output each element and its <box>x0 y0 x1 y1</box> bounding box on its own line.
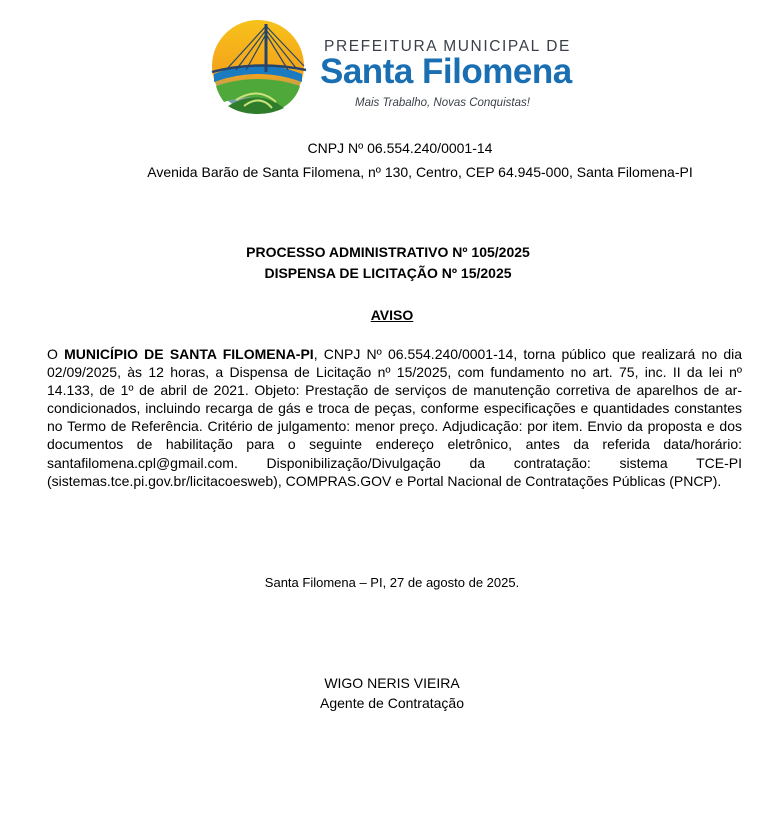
process-title: PROCESSO ADMINISTRATIVO Nº 105/2025 <box>246 244 530 260</box>
signer-role: Agente de Contratação <box>320 695 464 711</box>
notice-text: , CNPJ Nº 06.554.240/0001-14, torna público que realizará no dia 02/09/2025, às 12 horas, a Dispensa de Licitação nº 15/2025, com fundamento no art. 75, inc. II da lei nº 14.133, de 1º de abril de 2021. Objeto: Prestação de serviços de manutenção corretiva de aparelhos de ar-condicionados, incluindo recarga de gás e troca de peças, conforme especificações e quantidades constantes no Termo de Referência. Critério de julgamento: menor preço. Adjudicação: por item. Envio da proposta e dos documentos de habilitação para o seguinte endereço eletrônico, antes da referida data/horário: santafilomena.cpl@gmail.com. Disponibilização/Divulgação da contratação: sistema TCE-PI (sistemas.tce.pi.gov.br/licitacoesweb), COMPRAS.GOV e Portal Nacional de Contratações Públicas (PNCP). <box>47 346 742 489</box>
cnpj-line: CNPJ Nº 06.554.240/0001-14 <box>307 140 493 156</box>
place-date: Santa Filomena – PI, 27 de agosto de 2025. <box>264 575 520 590</box>
slogan: Mais Trabalho, Novas Conquistas! <box>355 97 530 109</box>
org-line: PREFEITURA MUNICIPAL DE <box>324 38 571 55</box>
municipal-logo <box>206 16 586 116</box>
municipio-name: MUNICÍPIO DE SANTA FILOMENA-PI <box>64 346 314 362</box>
signer-name: WIGO NERIS VIEIRA <box>324 675 460 691</box>
notice-prefix: O <box>47 346 65 362</box>
dispensa-title: DISPENSA DE LICITAÇÃO Nº 15/2025 <box>264 265 512 281</box>
address-line: Avenida Barão de Santa Filomena, nº 130, Centro, CEP 64.945-000, Santa Filomena-PI <box>147 164 693 180</box>
brand-name: Santa Filomena <box>320 52 572 91</box>
aviso-heading: AVISO <box>370 307 414 323</box>
notice-paragraph <box>47 345 742 490</box>
bridge-sun-emblem-icon <box>206 16 310 116</box>
